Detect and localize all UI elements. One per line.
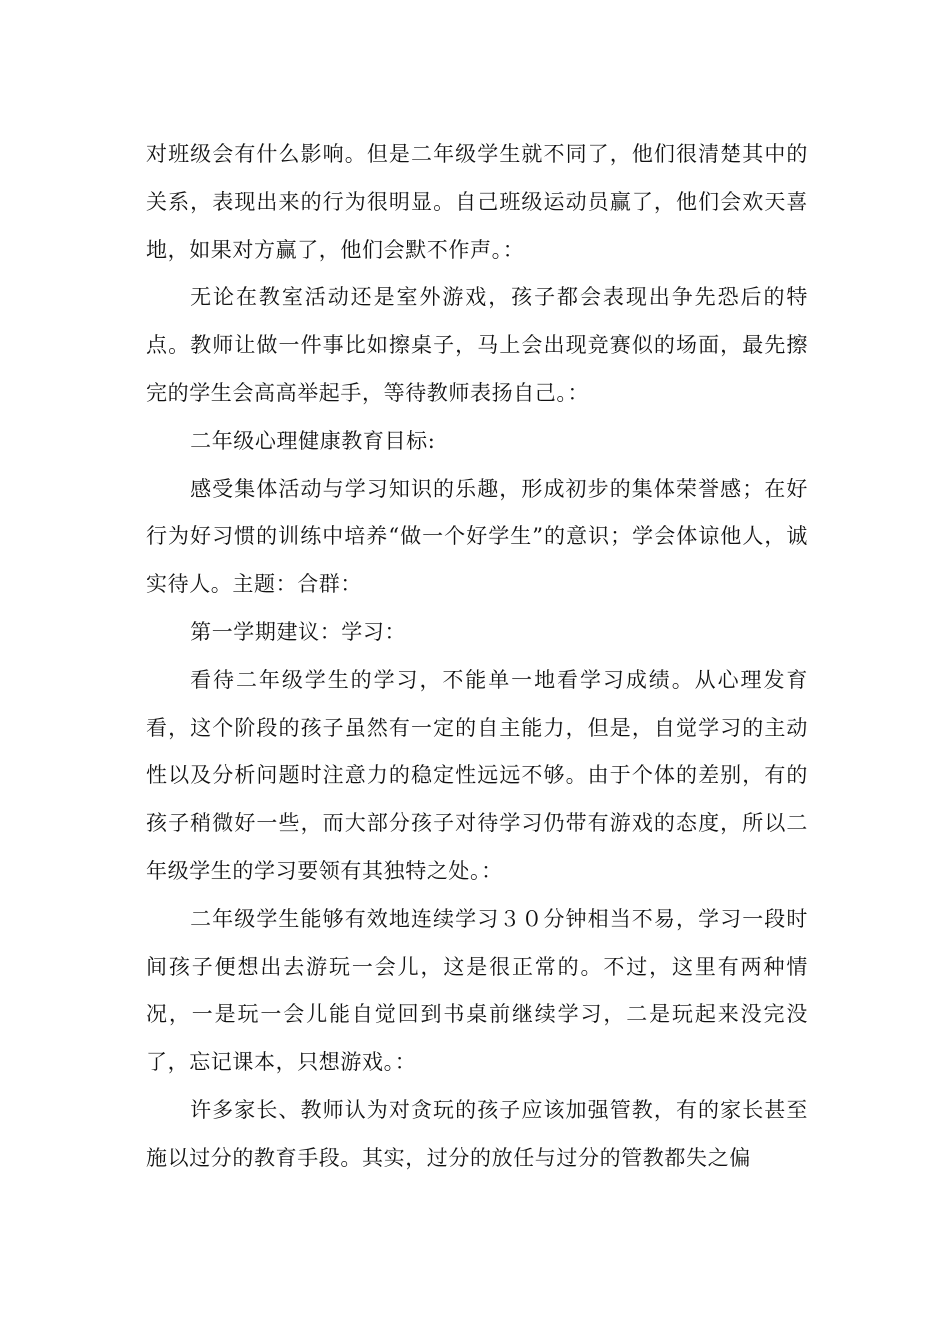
document-body	[146, 131, 808, 1183]
paragraph: 许多家长、教师认为对贪玩的孩子应该加强管教，有的家长甚至施以过分的教育手段。其实，过分的放任与过分的管教都失之偏	[146, 1097, 808, 1170]
section-heading: 第一学期建议：学习：	[190, 619, 407, 644]
paragraph: 看待二年级学生的学习，不能单一地看学习成绩。从心理发育看，这个阶段的孩子虽然有一定的自主能力，但是，自觉学习的主动性以及分析问题时注意力的稳定性远远不够。由于个体的差别，有的孩子稍微好一些，而大部分孩子对待学习仍带有游戏的态度，所以二年级学生的学习要领有其独特之处。：	[146, 667, 808, 883]
paragraph: 无论在教室活动还是室外游戏，孩子都会表现出争先恐后的特点。教师让做一件事比如擦桌子，马上会出现竞赛似的场面，最先擦完的学生会高高举起手，等待教师表扬自己。：	[146, 285, 808, 405]
paragraph: 感受集体活动与学习知识的乐趣，形成初步的集体荣誉感；在好行为好习惯的训练中培养“做一个好学生”的意识；学会体谅他人，诚实待人。主题：合群：	[146, 476, 808, 597]
paragraph: 二年级学生能够有效地连续学习３０分钟相当不易，学习一段时间孩子便想出去游玩一会儿，这是很正常的。不过，这里有两种情况，一是玩一会儿能自觉回到书桌前继续学习，二是玩起来没完没了，忘记课本，只想游戏。：	[146, 906, 808, 1075]
paragraph-continued: 对班级会有什么影响。但是二年级学生就不同了，他们很清楚其中的关系，表现出来的行为很明显。自己班级运动员赢了，他们会欢天喜地，如果对方赢了，他们会默不作声。：	[146, 142, 808, 262]
section-heading: 二年级心理健康教育目标:	[190, 428, 436, 453]
